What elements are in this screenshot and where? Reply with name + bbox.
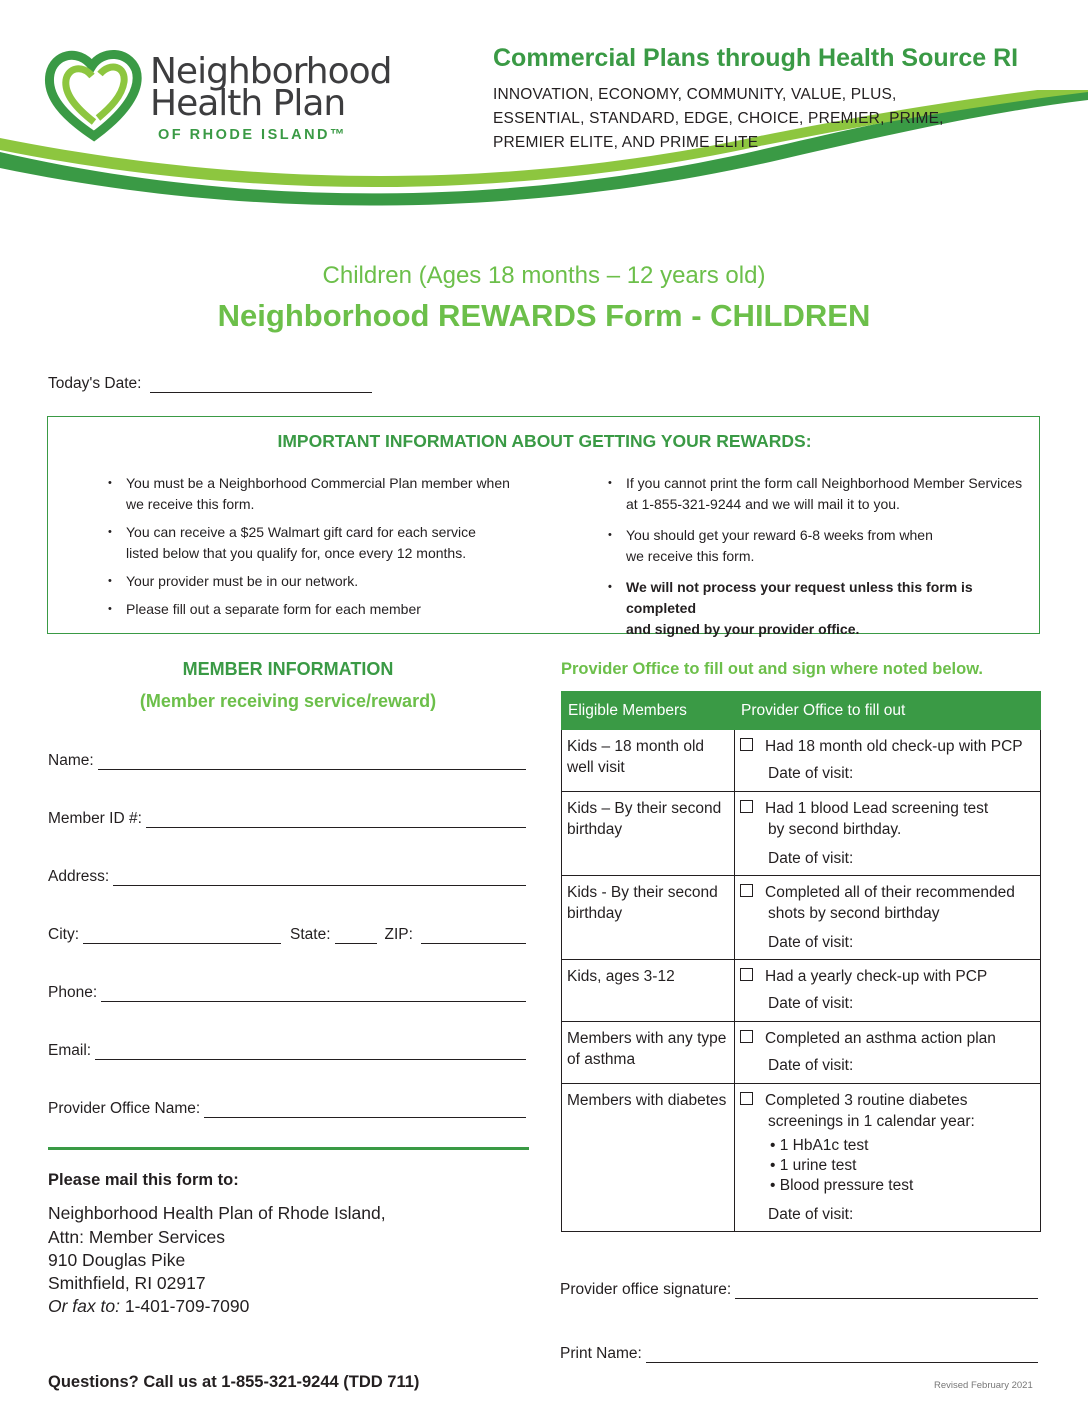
table-row <box>562 730 1041 792</box>
service-text: Completed 3 routine diabetes <box>765 1092 968 1109</box>
checkbox[interactable] <box>740 738 753 751</box>
zip-label: ZIP: <box>384 926 413 943</box>
form-title: Neighborhood REWARDS Form - CHILDREN <box>217 298 871 333</box>
mail-address-line: 910 Douglas Pike <box>48 1250 186 1270</box>
mail-address-line: Smithfield, RI 02917 <box>48 1273 206 1293</box>
member-id-label: Member ID #: <box>48 810 142 827</box>
date-of-visit[interactable]: Date of visit: <box>768 765 854 782</box>
address-line[interactable] <box>113 869 526 886</box>
address-label: Address: <box>48 868 110 885</box>
fax-line <box>48 1296 249 1317</box>
member-info-subtitle: (Member receiving service/reward) <box>139 691 437 711</box>
bullet-text: • You must be a Neighborhood Commercial Plan member when <box>126 475 510 491</box>
info-bullet <box>96 599 421 620</box>
fax-label: Or fax to: <box>48 1296 120 1316</box>
provider-cell <box>735 876 1041 960</box>
col-eligible-members: Eligible Members <box>562 692 735 730</box>
provider-office-name-line[interactable] <box>204 1101 526 1118</box>
member-info-title: MEMBER INFORMATION <box>182 659 394 679</box>
info-bullet <box>596 525 933 567</box>
date-of-visit[interactable]: Date of visit: <box>768 850 854 867</box>
todays-date-line[interactable] <box>150 378 372 393</box>
name-label: Name: <box>48 752 94 769</box>
table-row <box>562 960 1041 1022</box>
provider-cell <box>735 1022 1041 1084</box>
heart-logo-icon <box>44 44 144 144</box>
provider-cell <box>735 960 1041 1022</box>
logo-text-health-plan: Health Plan <box>150 83 346 124</box>
todays-date-label: Today's Date: <box>48 375 142 392</box>
phone-line[interactable] <box>101 985 526 1002</box>
diabetes-test-item: • 1 urine test <box>770 1157 857 1174</box>
print-name-field[interactable] <box>560 1345 1038 1363</box>
city-line[interactable] <box>83 927 281 944</box>
bullet-text: • Please fill out a separate form for each member <box>126 601 421 617</box>
address-field[interactable] <box>48 868 526 886</box>
print-name-line[interactable] <box>646 1346 1038 1363</box>
email-line[interactable] <box>95 1043 526 1060</box>
provider-cell <box>735 730 1041 792</box>
date-of-visit[interactable]: Date of visit: <box>768 934 854 951</box>
questions-contact: Questions? Call us at 1-855-321-9244 (TDD 711) <box>48 1373 420 1391</box>
provider-heading: Provider Office to fill out and sign where noted below. <box>561 660 984 678</box>
bullet-text: • If you cannot print the form call Neighborhood Member Services <box>626 475 1023 491</box>
mail-address-line: Attn: Member Services <box>48 1227 225 1247</box>
table-row <box>562 792 1041 876</box>
diabetes-test-item: • Blood pressure test <box>770 1177 914 1194</box>
service-text: Had 18 month old check-up with PCP <box>765 738 1023 755</box>
eligible-member-cell: Kids – 18 month old well visit <box>562 730 735 792</box>
info-bullet <box>96 522 476 564</box>
service-text: shots by second birthday <box>768 905 940 922</box>
eligible-member-cell: Members with any type of asthma <box>562 1022 735 1084</box>
eligible-member-cell: Kids, ages 3-12 <box>562 960 735 1022</box>
provider-office-name-field[interactable] <box>48 1100 526 1118</box>
provider-signature-field[interactable] <box>560 1281 1038 1299</box>
service-text: by second birthday. <box>768 821 902 838</box>
bullet-text: • You should get your reward 6-8 weeks from when <box>626 527 933 543</box>
date-of-visit[interactable]: Date of visit: <box>768 1057 854 1074</box>
eligible-member-cell: Members with diabetes <box>562 1084 735 1232</box>
mail-address-line: Neighborhood Health Plan of Rhode Island, <box>48 1203 386 1223</box>
provider-cell <box>735 792 1041 876</box>
service-text: Completed an asthma action plan <box>765 1030 996 1047</box>
bullet-text: • You can receive a $25 Walmart gift card for each service <box>126 524 476 540</box>
table-row <box>562 1022 1041 1084</box>
table-header-row <box>562 692 1041 730</box>
provider-cell <box>735 1084 1041 1232</box>
checkbox[interactable] <box>740 968 753 981</box>
checkbox[interactable] <box>740 1030 753 1043</box>
fax-number: 1-401-709-7090 <box>119 1296 250 1316</box>
table-row <box>562 1084 1041 1232</box>
date-of-visit[interactable]: Date of visit: <box>768 995 854 1012</box>
plans-line: INNOVATION, ECONOMY, COMMUNITY, VALUE, PLUS, <box>493 86 897 103</box>
service-text: screenings in 1 calendar year: <box>768 1113 975 1130</box>
print-name-label: Print Name: <box>560 1345 642 1362</box>
bullet-text: • Your provider must be in our network. <box>126 573 359 589</box>
todays-date-field[interactable] <box>48 375 372 393</box>
checkbox[interactable] <box>740 800 753 813</box>
bullet-text: at 1-855-321-9244 and we will mail it to you. <box>626 496 900 512</box>
signature-line[interactable] <box>735 1282 1038 1299</box>
bullet-text: and signed by your provider office. <box>626 621 860 637</box>
service-text: Completed all of their recommended <box>765 884 1015 901</box>
info-bullet <box>96 473 510 515</box>
checkbox[interactable] <box>740 1092 753 1105</box>
state-label: State: <box>290 926 331 943</box>
col-provider-fill: Provider Office to fill out <box>735 692 1041 730</box>
revised-date: Revised February 2021 <box>934 1380 1033 1391</box>
provider-office-name-label: Provider Office Name: <box>48 1100 201 1117</box>
member-id-line[interactable] <box>146 811 526 828</box>
header-title: Commercial Plans through Health Source RI <box>493 44 1019 72</box>
signature-label: Provider office signature: <box>560 1281 732 1298</box>
info-bullet <box>596 473 1022 515</box>
email-label: Email: <box>48 1042 92 1059</box>
logo-text-rhode-island: OF RHODE ISLAND™ <box>158 127 348 143</box>
plans-line: PREMIER ELITE, AND PRIME ELITE <box>493 134 759 151</box>
info-bullet <box>596 577 1039 640</box>
name-line[interactable] <box>98 753 526 770</box>
eligible-member-cell: Kids – By their second birthday <box>562 792 735 876</box>
phone-field[interactable] <box>48 984 526 1002</box>
phone-label: Phone: <box>48 984 98 1001</box>
section-divider <box>48 1147 529 1150</box>
bullet-text: we receive this form. <box>626 548 755 564</box>
logo-text-neighborhood: Neighborhood <box>150 51 392 92</box>
name-field[interactable] <box>48 752 526 770</box>
checkbox[interactable] <box>740 884 753 897</box>
mail-heading: Please mail this form to: <box>48 1171 239 1189</box>
date-of-visit[interactable]: Date of visit: <box>768 1206 854 1223</box>
eligible-member-cell: Kids - By their second birthday <box>562 876 735 960</box>
city-label: City: <box>48 926 79 943</box>
important-info-box <box>47 416 1040 637</box>
zip-line[interactable] <box>421 927 526 944</box>
table-row <box>562 876 1041 960</box>
info-heading: IMPORTANT INFORMATION ABOUT GETTING YOUR REWARDS: <box>277 431 812 451</box>
member-id-field[interactable] <box>48 810 526 828</box>
info-bullet <box>96 571 358 592</box>
state-line[interactable] <box>335 927 377 944</box>
provider-table <box>561 691 1041 1232</box>
bullet-text: we receive this form. <box>126 496 255 512</box>
service-text: Had a yearly check-up with PCP <box>765 968 988 985</box>
bullet-text: • We will not process your request unless this form is completed <box>626 579 973 616</box>
form-subtitle: Children (Ages 18 months – 12 years old) <box>322 262 766 289</box>
service-text: Had 1 blood Lead screening test <box>765 800 989 817</box>
bullet-text: listed below that you qualify for, once every 12 months. <box>126 545 467 561</box>
plans-line: ESSENTIAL, STANDARD, EDGE, CHOICE, PREMIER, PRIME, <box>493 110 944 127</box>
diabetes-test-item: • 1 HbA1c test <box>770 1137 869 1154</box>
email-field[interactable] <box>48 1042 526 1060</box>
city-state-zip-field[interactable] <box>48 926 526 944</box>
